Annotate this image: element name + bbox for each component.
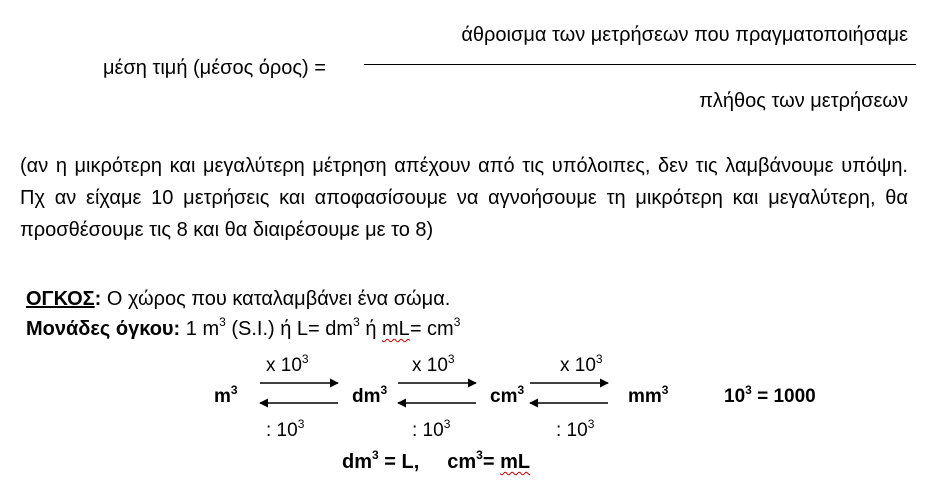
- volume-colon: :: [94, 288, 102, 310]
- unit-cm3: $cm^3$: [490, 383, 525, 407]
- units-ml: mL: [382, 318, 410, 340]
- eq-dm-exp: 3: [372, 448, 379, 462]
- eq-ml: mL: [500, 451, 531, 473]
- units-cm: = cm: [409, 318, 454, 340]
- eq-dm-rest: = L,: [378, 451, 420, 473]
- units-m: 1 m: [180, 318, 220, 340]
- volume-term: ΟΓΚΟΣ: [26, 288, 95, 310]
- unit-dm3: $dm^3$: [352, 383, 388, 407]
- eq-cm-rest: =: [482, 451, 501, 473]
- note-paragraph: (αν η μικρότερη και μεγαλύτερη μέτρηση απέχουν από τις υπόλοιπες, δεν τις λαμβάνουμε υπόψη. Πχ αν είχαμε 10 μετρήσεις και αποφασίσουμε να αγνοήσουμε τη μικρότερη και μεγαλύτερη, θα προσθέσουμε τις 8 και θα διαιρέσουμε με το 8): [20, 155, 908, 241]
- divide-label-2: : $10^3$: [412, 417, 451, 441]
- eq-cm-exp: 3: [476, 448, 483, 462]
- eq-cm: cm: [447, 451, 477, 473]
- volume-definition: [26, 286, 450, 312]
- unit-mm3: $mm^3$: [628, 383, 669, 407]
- volume-definition-text: Ο χώρος που καταλαμβάνει ένα σώμα.: [101, 288, 451, 310]
- power-equation: $10^3 = 1000$: [724, 383, 816, 407]
- units-m-exp: 3: [219, 315, 226, 329]
- volume-units-line: [26, 316, 460, 342]
- fraction-bar: [364, 64, 916, 65]
- units-cm-exp: 3: [453, 315, 461, 329]
- formula-denominator: πλήθος των μετρήσεων: [699, 90, 908, 112]
- formula-lhs: μέση τιμή (μέσος όρος) =: [103, 57, 326, 79]
- units-or: ή: [359, 318, 383, 340]
- eq-dm: dm: [342, 451, 372, 473]
- unit-m3: $m^3$: [214, 383, 238, 407]
- units-dm-exp: 3: [353, 315, 360, 329]
- divide-label-3: : $10^3$: [556, 417, 595, 441]
- units-label: Μονάδες όγκου:: [26, 318, 181, 340]
- units-si: (S.I.) ή L= dm: [225, 318, 354, 340]
- divide-label-1: : $10^3$: [266, 417, 305, 441]
- multiply-label-1: x $10^3$: [266, 352, 309, 376]
- multiply-label-3: x $10^3$: [560, 352, 603, 376]
- multiply-label-2: x $10^3$: [412, 352, 455, 376]
- equalities-line: [342, 449, 530, 475]
- formula-numerator: άθροισμα των μετρήσεων που πραγματοποιήσαμε: [461, 24, 908, 46]
